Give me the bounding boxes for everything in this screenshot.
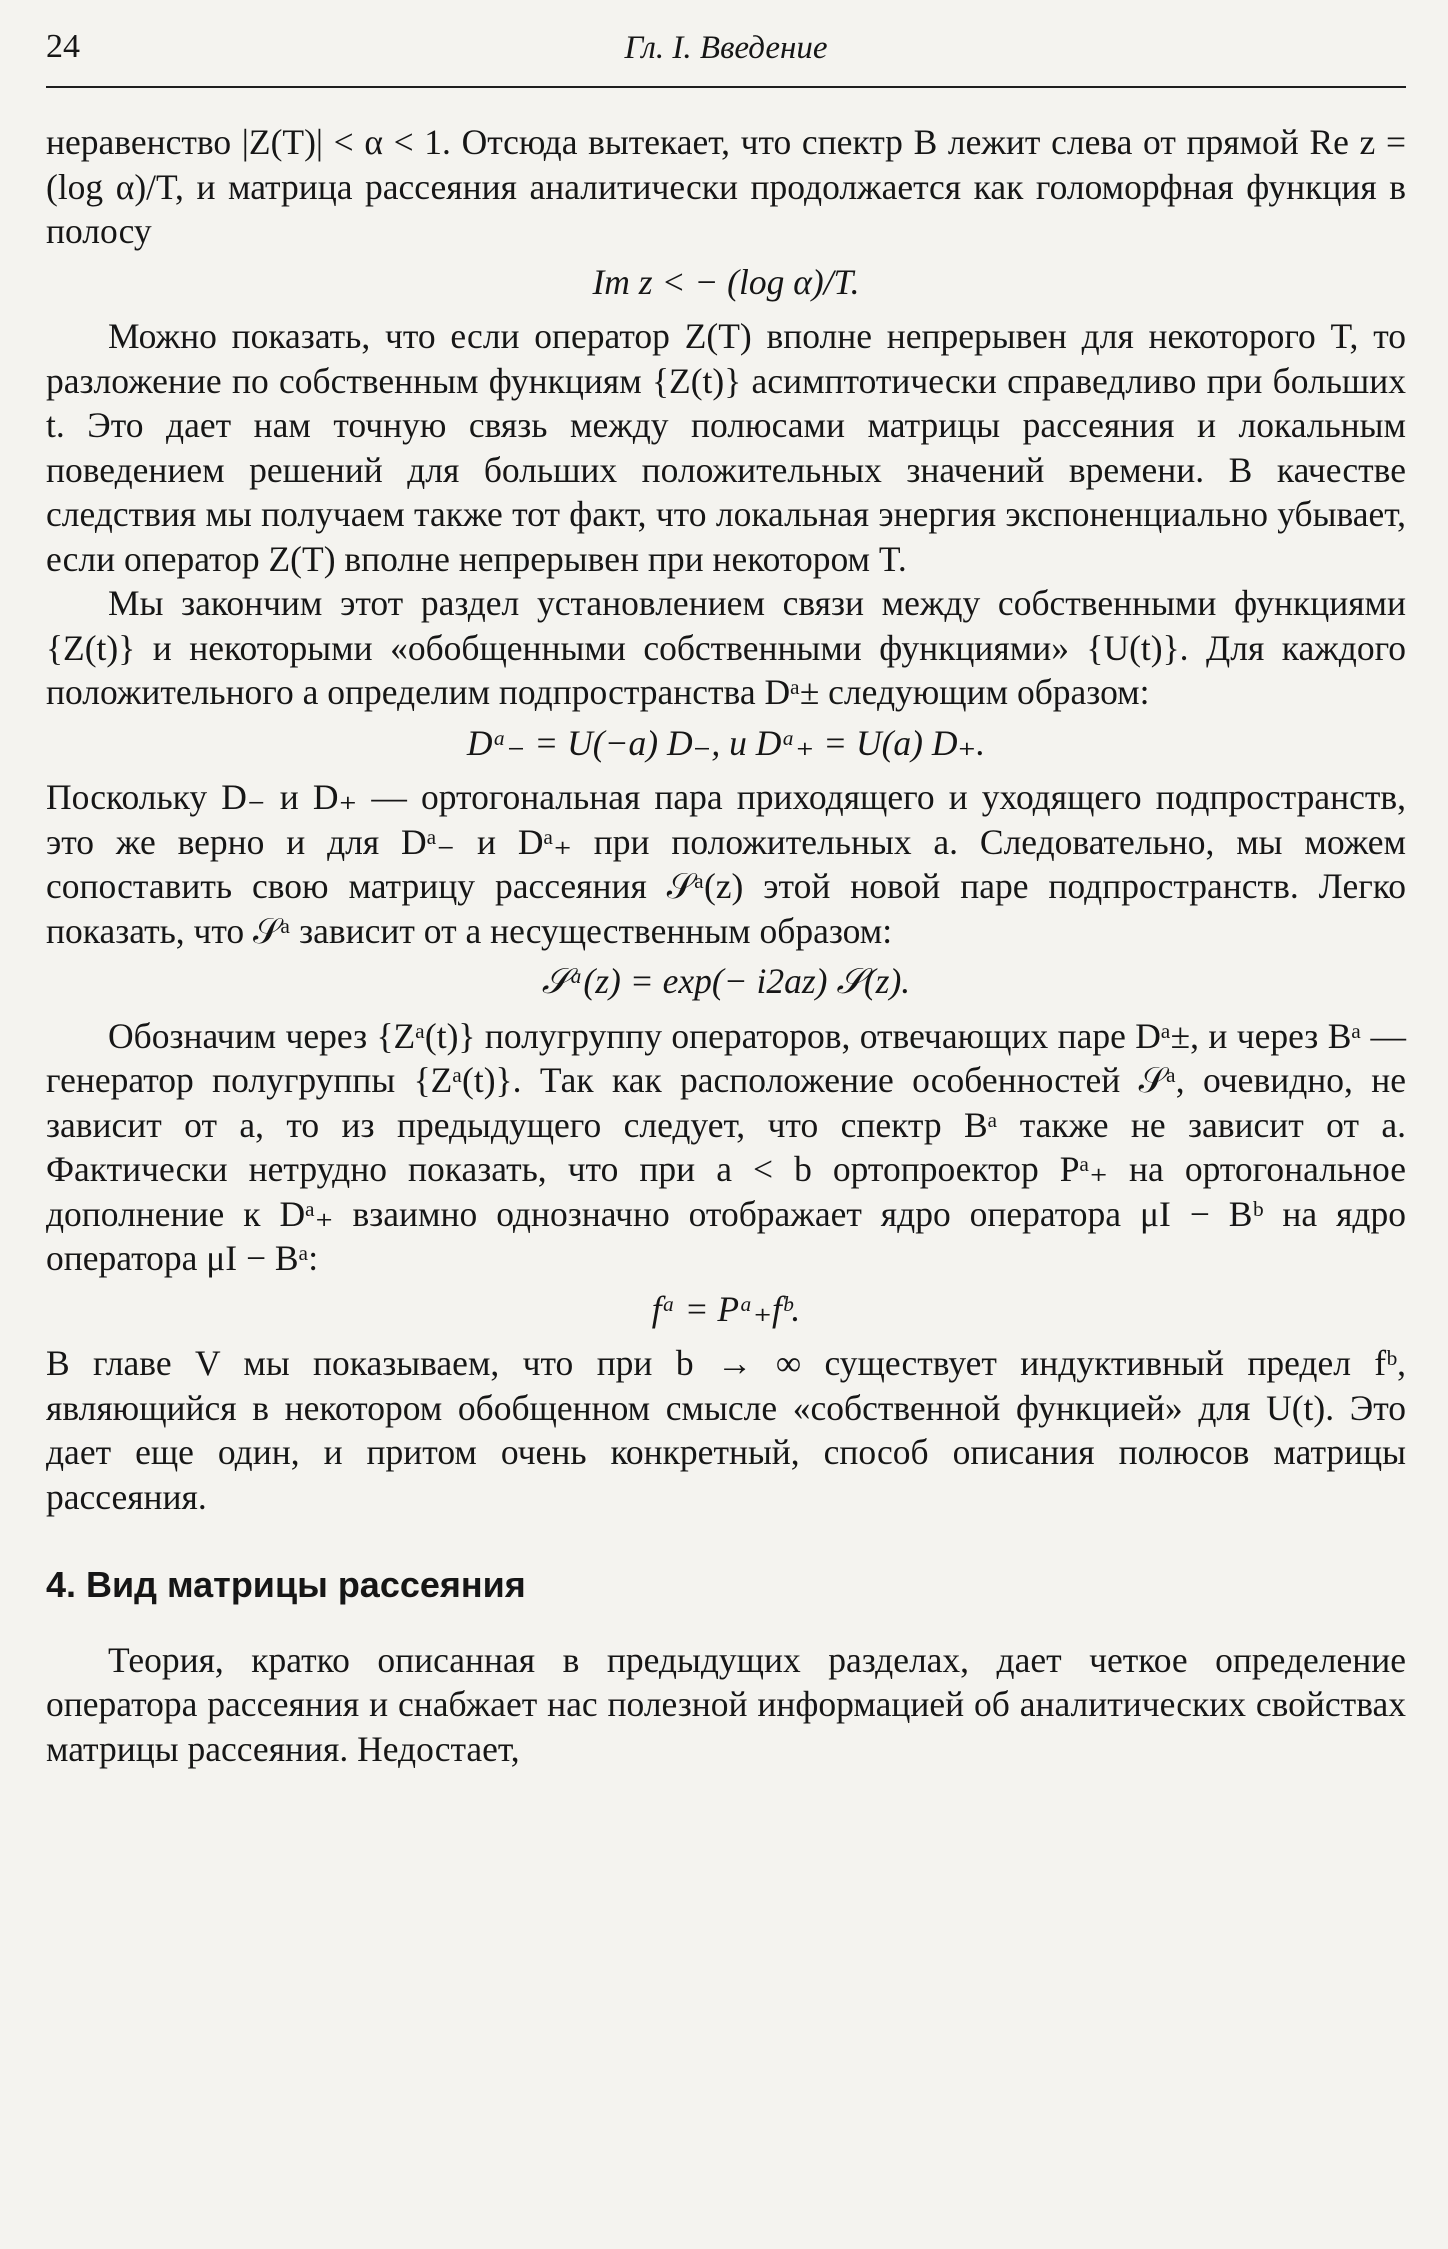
page-body (46, 120, 1406, 1771)
paragraph-1: неравенство |Z(T)| < α < 1. Отсюда вытекает, что спектр B лежит слева от прямой Re z = (log α)/T, и матрица рассеяния аналитически продолжается как голоморфная функция в полосу (46, 122, 1406, 251)
formula-strip-inequality: Im z < − (log α)/T. (592, 261, 860, 302)
paragraph-7: Теория, кратко описанная в предыдущих разделах, дает четкое определение оператора рассеяния и снабжает нас полезной информацией об аналитических свойствах матрицы рассеяния. Недостает, (46, 1639, 1406, 1769)
formula-subspaces: Dᵃ₋ = U(−a) D₋, и Dᵃ₊ = U(a) D₊. (466, 722, 986, 763)
section-heading: 4. Вид матрицы рассеяния (46, 1564, 526, 1605)
paragraph-5: Обозначим через {Zᵃ(t)} полугруппу операторов, отвечающих паре Dᵃ±, и через Bᵃ — генератор полугруппы {Zᵃ(t)}. Так как расположение особенностей 𝒮ᵃ, очевидно, не зависит от a, то из предыдущего следует, что спектр Bᵃ также не зависит от a. Фактически нетрудно показать, что при a < b ортопроектор Pᵃ₊ на ортогональное дополнение к Dᵃ₊ взаимно однозначно отображает ядро оператора μI − Bᵇ на ядро оператора μI − Bᵃ: (46, 1015, 1406, 1278)
formula-projection: fᵃ = Pᵃ₊fᵇ. (651, 1288, 801, 1329)
running-title: Гл. I. Введение (624, 30, 828, 66)
paragraph-4: Поскольку D₋ и D₊ — ортогональная пара приходящего и уходящего подпространств, это же верно и для Dᵃ₋ и Dᵃ₊ при положительных a. Следовательно, мы можем сопоставить свою матрицу рассеяния 𝒮ᵃ(z) этой новой паре подпространств. Легко показать, что 𝒮ᵃ зависит от a несущественным образом: (46, 777, 1406, 951)
paragraph-6: В главе V мы показываем, что при b → ∞ существует индуктивный предел fᵇ, являющийся в некотором обобщенном смысле «собственной функцией» для U(t). Это дает еще один, и притом очень конкретный, способ описания полюсов матрицы рассеяния. (46, 1343, 1406, 1517)
paragraph-2: Можно показать, что если оператор Z(T) вполне непрерывен для некоторого T, то разложение по собственным функциям {Z(t)} асимптотически справедливо при больших t. Это дает нам точную связь между полюсами матрицы рассеяния и локальным поведением решений для больших положительных значений времени. В качестве следствия мы получаем также тот факт, что локальная энергия экспоненциально убывает, если оператор Z(T) вполне непрерывен при некотором T. (46, 316, 1406, 579)
header-rule (46, 86, 1406, 88)
page-header (46, 28, 1406, 84)
paragraph-3: Мы закончим этот раздел установлением связи между собственными функциями {Z(t)} и некоторыми «обобщенными собственными функциями» {U(t)}. Для каждого положительного a определим подпространства Dᵃ± следующим образом: (46, 583, 1406, 712)
page-number: 24 (46, 28, 80, 65)
formula-scattering-matrix: 𝒮ᵃ(z) = exp(− i2az) 𝒮(z). (541, 961, 911, 1001)
